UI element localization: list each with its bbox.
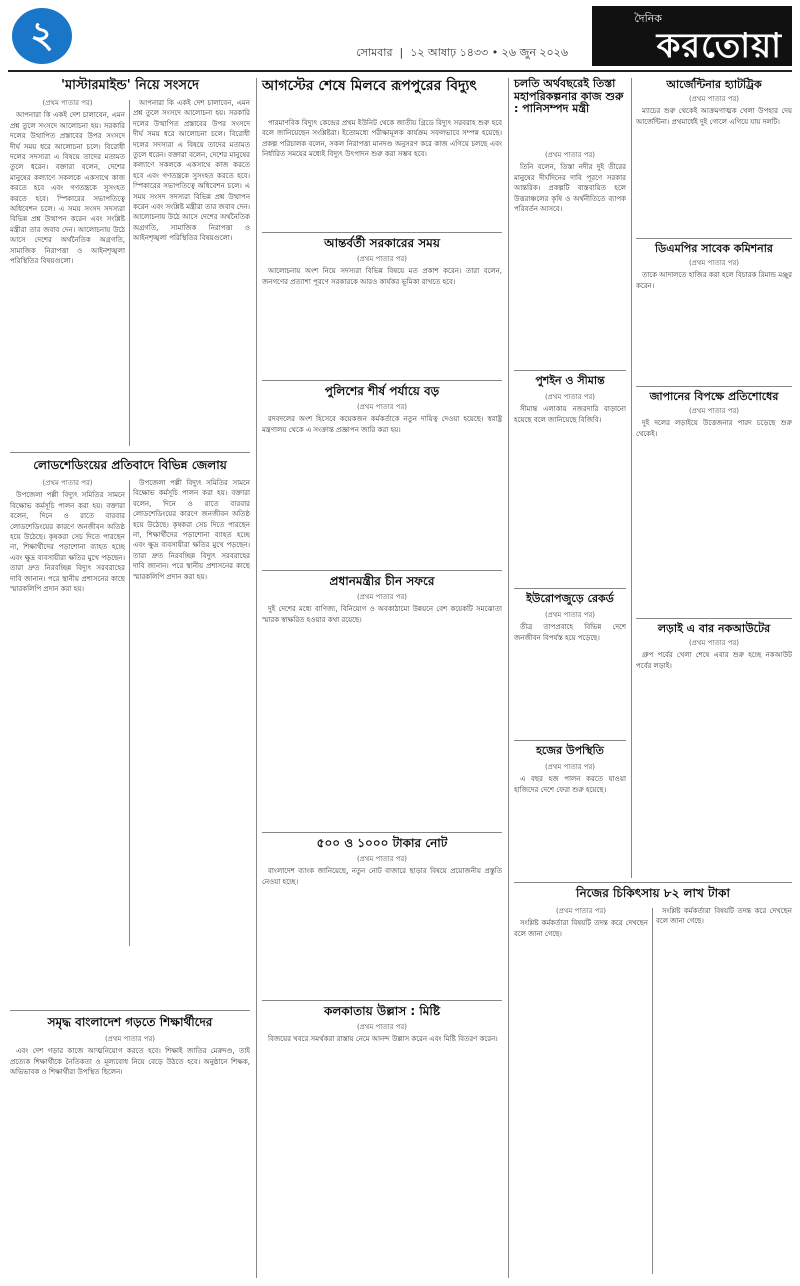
- headline-govt-problem: [262, 236, 502, 251]
- day-label: সোমবার: [356, 46, 393, 59]
- headline-samriddha-text: সমৃদ্ধ বাংলাদেশ গড়তে শিক্ষার্থীদের: [47, 1015, 213, 1029]
- headline-teesta-text: চলতি অর্থবছরেই তিস্তা মহাপরিকল্পনার কাজ শুরু : পানিসম্পদ মন্ত্রী: [514, 77, 624, 116]
- article-record-body: তীব্র তাপপ্রবাহে বিভিন্ন দেশে জনজীবন বিপর্যস্ত হয়ে পড়েছে।: [514, 623, 626, 642]
- headline-pushback-text: পুশইন ও সীমান্ত: [535, 374, 605, 387]
- divider: [262, 832, 502, 833]
- date-line: [338, 44, 568, 63]
- article-chief-adviser-body: দুই দেশের মধ্যে বাণিজ্য, বিনিয়োগ ও অবকাঠামো উন্নয়নে বেশ কয়েকটি সমঝোতা স্মারক স্বাক্ষরিত হওয়ার কথা রয়েছে।: [262, 605, 502, 624]
- headline-kolkata-text: কলকাতায় উল্লাস : মিষ্টি: [323, 1004, 441, 1018]
- kicker-lokshedding: (প্রথম পাতার পর): [42, 479, 93, 487]
- headline-argentina: [636, 78, 792, 92]
- divider: [10, 1010, 250, 1011]
- article-hajj: [514, 762, 626, 852]
- article-pushback: [514, 392, 626, 482]
- headline-police: [262, 384, 502, 399]
- headline-lokshedding-text: লোডশেডিংয়ের প্রতিবাদে বিভিন্ন জেলায়: [33, 458, 227, 472]
- article-treatment-col1: [514, 906, 648, 1276]
- headline-mastermind: [10, 78, 250, 94]
- divider: [256, 78, 257, 1278]
- kicker-chief-adviser: (প্রথম পাতার পর): [356, 593, 408, 601]
- page-number: ২: [12, 8, 72, 64]
- article-govt-problem-body: আলোচনায় অংশ নিয়ে সদস্যরা বিভিন্ন বিষয়ে মত প্রকাশ করেন। তারা বলেন, জনগণের প্রত্যাশা পূরণে সরকারকে আরও কার্যকর ভূমিকা রাখতে হবে।: [262, 267, 502, 286]
- article-police: [262, 402, 502, 552]
- article-treatment-col2: [656, 906, 792, 1276]
- divider: [514, 588, 626, 589]
- article-kolkata-body: বিজয়ের খবরে সমর্থকরা রাস্তায় নেমে আনন্দ উল্লাস করেন এবং মিষ্টি বিতরণ করেন।: [268, 1035, 498, 1044]
- headline-hajj: [514, 744, 626, 758]
- page-header: [8, 6, 792, 68]
- headline-dp-commission-text: ডিএমপির সাবেক কমিশনার: [654, 242, 773, 255]
- article-teesta-body: তিনি বলেন, তিস্তা নদীর দুই তীরের মানুষের দীর্ঘদিনের দাবি পূরণে সরকার আন্তরিক। প্রকল্পটি বাস্তবায়িত হলে উত্তরাঞ্চলের কৃষি ও অর্থনীতিতে ব্যাপক পরিবর্তন আসবে।: [514, 163, 626, 214]
- kicker-samriddha: (প্রথম পাতার পর): [104, 1035, 156, 1043]
- kicker-note: (প্রথম পাতার পর): [356, 855, 408, 863]
- headline-chief-adviser: [262, 574, 502, 589]
- divider: [262, 570, 502, 571]
- article-august-power-body: পারমাণবিক বিদ্যুৎ কেন্দ্রের প্রথম ইউনিট থেকে জাতীয় গ্রিডে বিদ্যুৎ সরবরাহ শুরু হবে বলে জানিয়েছেন সংশ্লিষ্টরা। ইতোমধ্যে পরীক্ষামূলক কার্যক্রম সফলভাবে সম্পন্ন হয়েছে। প্রকল্প পরিচালক বলেন, সকল নিরাপত্তা মানদণ্ড অনুসরণ করে কাজ এগিয়ে চলছে এবং নির্ধারিত সময়ের মধ্যেই বিদ্যুৎ উৎপাদন শুরু করা সম্ভব হবে।: [262, 119, 502, 159]
- article-argentina-body: ম্যাচের শুরু থেকেই আক্রমণাত্মক খেলা উপহার দেয় আর্জেন্টিনা। প্রথমার্ধেই দুই গোলে এগিয়ে যায় দলটি।: [636, 107, 792, 126]
- headline-teesta: [514, 78, 626, 116]
- headline-japan-text: জাপানের বিপক্ষে প্রতিশোধের: [649, 390, 779, 403]
- article-japan: [636, 406, 792, 566]
- article-treatment-body: সংশ্লিষ্ট কর্মকর্তারা বিষয়টি তদন্ত করে দেখছেন বলে জানা গেছে।: [514, 919, 648, 938]
- article-dp-commission-body: তাকে আদালতে হাজির করা হলে বিচারক রিমান্ড মঞ্জুর করেন।: [636, 271, 792, 290]
- headline-chief-adviser-text: প্রধানমন্ত্রীর চীন সফরে: [329, 574, 435, 588]
- divider: [262, 232, 502, 233]
- headline-police-text: পুলিশের শীর্ষ পর্যায়ে বড়: [324, 384, 440, 398]
- headline-treatment: [514, 886, 792, 901]
- headline-pushback: [514, 374, 626, 388]
- headline-note-text: ৫০০ ও ১০০০ টাকার নোট: [316, 836, 448, 850]
- article-record: [514, 610, 626, 700]
- article-mastermind-body-cont: আপনারা কি একই দেশ চালাবেন, এমন প্রশ্ন তুলে সংসদে আলোচনা হয়। সরকারি দলের উত্থাপিত প্রস্তাবের উপর সংসদে দীর্ঘ সময় ধরে আলোচনা চলে। বিরোধী দলের সদস্যরা এ বিষয়ে তাদের মতামত তুলে ধরেন। বক্তারা বলেন, দেশের মানুষের কল্যাণে সকলকে একসাথে কাজ করতে হবে এবং গণতন্ত্রকে সুসংহত করতে হবে। স্পিকারের সভাপতিত্বে অধিবেশন চলে। এ সময় সংসদ সদস্যরা বিভিন্ন প্রশ্ন উত্থাপন করেন এবং সংশ্লিষ্ট মন্ত্রীরা তার জবাব দেন। আলোচনায় উঠে আসে দেশের অর্থনৈতিক অগ্রগতি, সামাজিক নিরাপত্তা ও আইনশৃঙ্খলা পরিস্থিতির বিষয়গুলো।: [133, 99, 250, 243]
- divider: [129, 480, 130, 946]
- article-lokshedding-body: উপজেলা পল্লী বিদ্যুৎ সমিতির সামনে বিক্ষোভ কর্মসূচি পালন করা হয়। বক্তারা বলেন, দিনে ও রাতে বারবার লোডশেডিংয়ের কারণে জনজীবন অতিষ্ঠ হয়ে উঠেছে। কৃষকরা সেচ দিতে পারছেন না, শিক্ষার্থীদের পড়াশোনা ব্যাহত হচ্ছে এবং ক্ষুদ্র ব্যবসায়ীরা ক্ষতির মুখে পড়ছেন। তারা দ্রুত নিরবচ্ছিন্ন বিদ্যুৎ সরবরাহের দাবি জানান। পরে স্থানীয় প্রশাসনের কাছে স্মারকলিপি প্রদান করা হয়।: [10, 491, 125, 594]
- headline-treatment-text: নিজের চিকিৎসায় ৮২ লাখ টাকা: [576, 886, 730, 900]
- article-note: [262, 854, 502, 994]
- article-mastermind-col1: [10, 98, 125, 448]
- headline-dp-commission: [636, 242, 792, 256]
- divider: [652, 908, 653, 1274]
- headline-mastermind-text: 'মাস্টারমাইন্ড' নিয়ে সংসদে: [60, 78, 200, 93]
- article-mastermind-body: আপনারা কি একই দেশ চালাবেন, এমন প্রশ্ন তুলে সংসদে আলোচনা হয়। সরকারি দলের উত্থাপিত প্রস্তাবের উপর সংসদে দীর্ঘ সময় ধরে আলোচনা চলে। বিরোধী দলের সদস্যরা এ বিষয়ে তাদের মতামত তুলে ধরেন। বক্তারা বলেন, দেশের মানুষের কল্যাণে সকলকে একসাথে কাজ করতে হবে এবং গণতন্ত্রকে সুসংহত করতে হবে। স্পিকারের সভাপতিত্বে অধিবেশন চলে। এ সময় সংসদ সদস্যরা বিভিন্ন প্রশ্ন উত্থাপন করেন এবং সংশ্লিষ্ট মন্ত্রীরা তার জবাব দেন। আলোচনায় উঠে আসে দেশের অর্থনৈতিক অগ্রগতি, সামাজিক নিরাপত্তা ও আইনশৃঙ্খলা পরিস্থিতির বিষয়গুলো।: [10, 111, 125, 266]
- divider: [10, 452, 250, 453]
- article-argentina: [636, 94, 792, 224]
- kicker-dp-commission: (প্রথম পাতার পর): [688, 259, 740, 267]
- headline-record-text: ইউরোপজুড়ে রেকর্ড: [526, 592, 614, 605]
- article-samriddha-body: এবং দেশ গড়ার কাজে আত্মনিয়োগ করতে হবে। শিক্ষাই জাতির মেরুদণ্ড, তাই প্রত্যেক শিক্ষার্থীকে নৈতিকতা ও মূল্যবোধ নিয়ে বেড়ে উঠতে হবে। অনুষ্ঠানে শিক্ষক, অভিভাবক ও শিক্ষার্থীরা উপস্থিত ছিলেন।: [10, 1047, 250, 1077]
- headline-record: [514, 592, 626, 606]
- masthead: [592, 6, 792, 66]
- kicker-record: (প্রথম পাতার পর): [544, 611, 596, 619]
- article-teesta: [514, 150, 626, 230]
- date-label: ১২ আষাঢ় ১৪৩৩ • ২৬ জুন ২০২৬: [410, 46, 568, 59]
- kicker-kolkata: (প্রথম পাতার পর): [356, 1023, 408, 1031]
- headline-larai-text: লড়াই এ বার নকআউটের: [657, 622, 771, 635]
- article-larai: [636, 638, 792, 858]
- kicker-argentina: (প্রথম পাতার পর): [688, 95, 740, 103]
- article-kolkata: [262, 1022, 502, 1272]
- kicker-govt-problem: (প্রথম পাতার পর): [356, 255, 408, 263]
- date-sep: |: [396, 46, 407, 59]
- divider: [636, 618, 792, 619]
- headline-august-power-text: আগস্টের শেষে মিলবে রূপপুরের বিদ্যুৎ: [262, 78, 477, 94]
- article-govt-problem: [262, 254, 502, 374]
- headline-kolkata: [262, 1004, 502, 1019]
- headline-hajj-text: হজের উপস্থিতি: [536, 744, 604, 757]
- headline-samriddha: [10, 1015, 250, 1030]
- article-pushback-body: সীমান্ত এলাকায় নজরদারি বাড়ানো হয়েছে বলে জানিয়েছে বিজিবি।: [514, 405, 626, 424]
- headline-larai: [636, 622, 792, 636]
- article-lokshedding-body-cont: উপজেলা পল্লী বিদ্যুৎ সমিতির সামনে বিক্ষোভ কর্মসূচি পালন করা হয়। বক্তারা বলেন, দিনে ও রাতে বারবার লোডশেডিংয়ের কারণে জনজীবন অতিষ্ঠ হয়ে উঠেছে। কৃষকরা সেচ দিতে পারছেন না, শিক্ষার্থীদের পড়াশোনা ব্যাহত হচ্ছে এবং ক্ষুদ্র ব্যবসায়ীরা ক্ষতির মুখে পড়ছেন। তারা দ্রুত নিরবচ্ছিন্ন বিদ্যুৎ সরবরাহের দাবি জানান। পরে স্থানীয় প্রশাসনের কাছে স্মারকলিপি প্রদান করা হয়।: [133, 479, 250, 581]
- kicker-hajj: (প্রথম পাতার পর): [544, 763, 596, 771]
- kicker-larai: (প্রথম পাতার পর): [688, 639, 740, 647]
- article-chief-adviser: [262, 592, 502, 812]
- article-lokshedding-col2: [133, 478, 250, 948]
- divider: [636, 386, 792, 387]
- masthead-small: দৈনিক: [634, 12, 662, 25]
- headline-argentina-text: আর্জেন্টিনার হ্যাটট্রিক: [666, 78, 762, 91]
- divider: [514, 882, 792, 883]
- article-treatment-body-cont: সংশ্লিষ্ট কর্মকর্তারা বিষয়টি তদন্ত করে দেখছেন বলে জানা গেছে।: [656, 907, 792, 926]
- divider: [514, 740, 626, 741]
- divider: [631, 78, 632, 878]
- kicker-treatment: (প্রথম পাতার পর): [555, 907, 607, 915]
- article-police-body: রদবদলের অংশ হিসেবে কয়েকজন কর্মকর্তাকে নতুন দায়িত্ব দেওয়া হয়েছে। স্বরাষ্ট্র মন্ত্রণালয় থেকে এ সংক্রান্ত প্রজ্ঞাপন জারি করা হয়।: [262, 415, 502, 434]
- divider: [514, 370, 626, 371]
- kicker-japan: (প্রথম পাতার পর): [688, 407, 740, 415]
- article-note-body: বাংলাদেশ ব্যাংক জানিয়েছে, নতুন নোট বাজারে ছাড়ার বিষয়ে প্রয়োজনীয় প্রস্তুতি নেওয়া হচ্ছে।: [262, 867, 502, 886]
- headline-note: [262, 836, 502, 851]
- divider: [262, 380, 502, 381]
- article-mastermind-col2: [133, 98, 250, 448]
- divider: [636, 238, 792, 239]
- article-hajj-body: এ বছর হজ পালন করতে যাওয়া হাজিদের দেশে ফেরা শুরু হয়েছে।: [514, 775, 626, 794]
- divider: [262, 1000, 502, 1001]
- headline-japan: [636, 390, 792, 404]
- article-august-power: [262, 118, 502, 188]
- article-larai-body: গ্রুপ পর্বের খেলা শেষে এবার শুরু হচ্ছে নকআউট পর্বের লড়াই।: [636, 651, 792, 670]
- headline-august-power: [262, 78, 502, 96]
- headline-lokshedding: [10, 458, 250, 473]
- kicker-pushback: (প্রথম পাতার পর): [544, 393, 596, 401]
- divider: [508, 78, 509, 1278]
- kicker-mastermind: (প্রথম পাতার পর): [42, 99, 93, 107]
- article-japan-body: দুই দলের লড়াইয়ে উত্তেজনার পারদ চড়েছে শুরু থেকেই।: [636, 419, 792, 438]
- headline-govt-problem-text: আন্তর্বর্তী সরকারের সময়: [324, 236, 440, 250]
- kicker-police: (প্রথম পাতার পর): [356, 403, 408, 411]
- article-dp-commission: [636, 258, 792, 368]
- divider: [129, 100, 130, 446]
- kicker-teesta: (প্রথম পাতার পর): [544, 151, 596, 159]
- article-lokshedding-col1: [10, 478, 125, 948]
- header-rule: [8, 70, 792, 72]
- masthead-title: করতোয়া: [656, 26, 782, 66]
- article-samriddha: [10, 1034, 250, 1274]
